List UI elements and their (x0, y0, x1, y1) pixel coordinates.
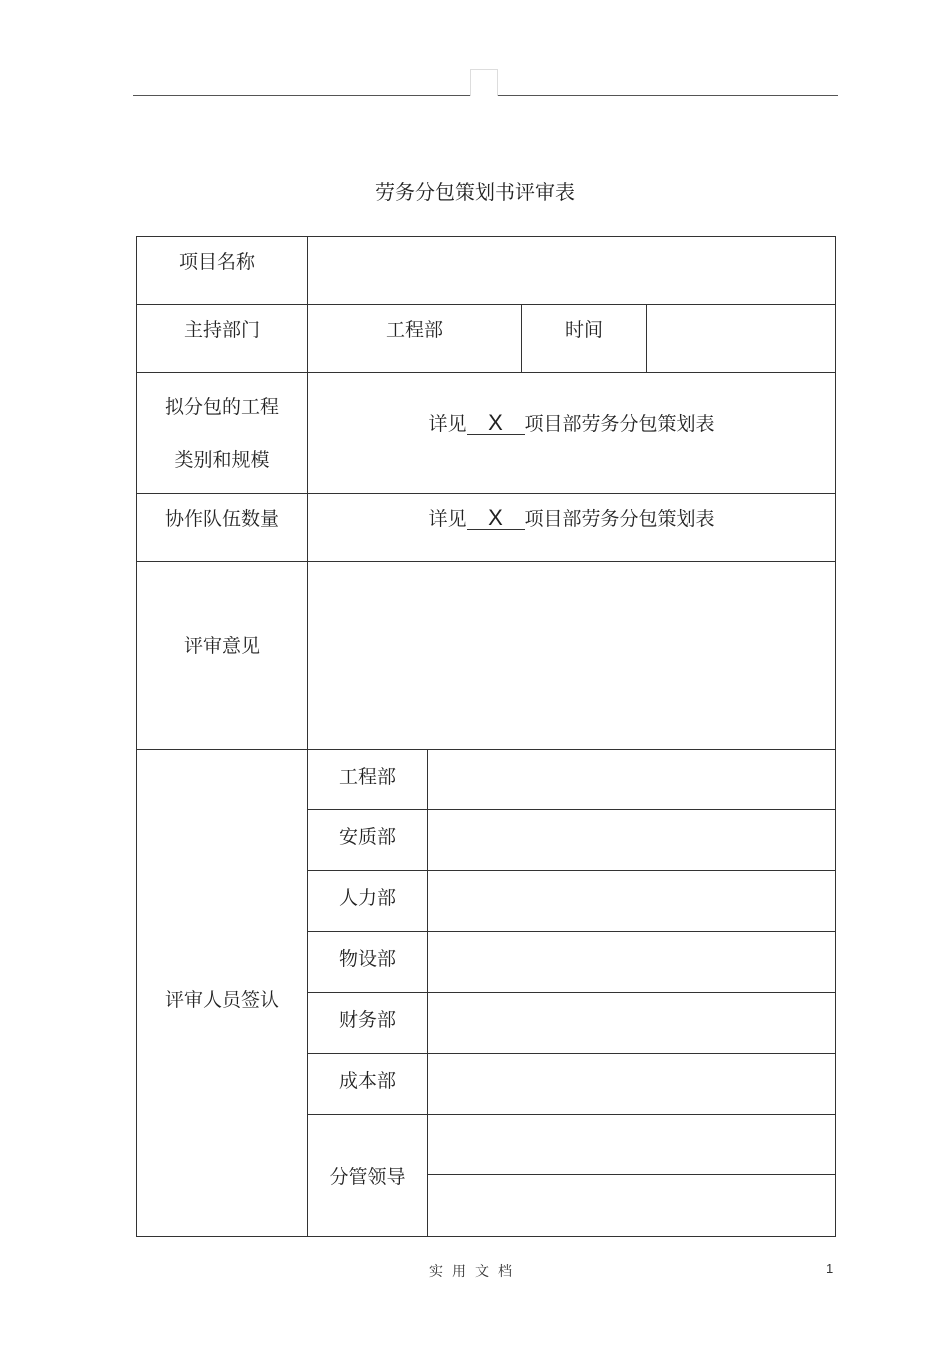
teams-prefix: 详见 (428, 508, 467, 530)
teams-suffix: 项目部劳务分包策划表 (524, 508, 715, 530)
time-label-cell (522, 305, 647, 373)
project-name-label: 项目名称 (179, 251, 256, 273)
teams-label-cell (137, 494, 308, 562)
host-dept-label: 主持部门 (183, 319, 260, 341)
host-dept-value: 工程部 (385, 319, 443, 341)
row-opinion (137, 562, 836, 750)
row-teams (137, 494, 836, 562)
scope-label-cell (137, 373, 308, 494)
review-form-table (136, 236, 836, 1237)
opinion-value[interactable] (308, 562, 836, 750)
signoff-signature-field[interactable] (428, 810, 836, 871)
signoff-signature-field[interactable] (428, 1054, 836, 1115)
signoff-signature-field[interactable] (428, 871, 836, 932)
signoff-dept-label: 财务部 (338, 1009, 396, 1031)
opinion-label-cell (137, 562, 308, 750)
leader-label-cell (308, 1115, 428, 1237)
signoff-dept-label: 人力部 (338, 887, 396, 909)
host-dept-value-cell[interactable] (308, 305, 522, 373)
signoff-dept-cell (308, 1054, 428, 1115)
scope-prefix: 详见 (428, 412, 467, 435)
signoff-dept-label: 工程部 (338, 766, 396, 788)
scope-value-cell (308, 373, 836, 494)
leader-label: 分管领导 (329, 1166, 406, 1188)
time-value[interactable] (647, 305, 836, 373)
signoff-dept-cell (308, 932, 428, 993)
signoff-signature-field[interactable] (428, 993, 836, 1054)
signoff-dept-cell (308, 810, 428, 871)
teams-label: 协作队伍数量 (164, 508, 279, 530)
signoff-signature-field[interactable] (428, 932, 836, 993)
opinion-label: 评审意见 (183, 635, 260, 657)
signoff-dept-cell (308, 750, 428, 810)
project-name-value[interactable] (308, 237, 836, 305)
signoff-label: 评审人员签认 (164, 988, 279, 1011)
row-host-dept (137, 305, 836, 373)
row-signoff-1 (137, 750, 836, 810)
signoff-dept-label: 安质部 (338, 826, 396, 848)
scope-label-line2: 类别和规模 (174, 449, 270, 471)
time-label: 时间 (564, 319, 603, 341)
signoff-dept-cell (308, 993, 428, 1054)
signoff-label-cell (137, 750, 308, 1237)
leader-signature-field[interactable] (428, 1115, 836, 1175)
page-number: 1 (826, 1261, 834, 1276)
leader-signature-field[interactable] (428, 1175, 836, 1237)
signoff-signature-field[interactable] (428, 750, 836, 810)
signoff-dept-label: 物设部 (338, 948, 396, 970)
footer-text: 实用文档 (429, 1264, 521, 1280)
row-project-name (137, 237, 836, 305)
document-title: 劳务分包策划书评审表 (375, 180, 575, 204)
project-name-label-cell (137, 237, 308, 305)
scope-blank[interactable]: X (467, 412, 525, 435)
signoff-dept-cell (308, 871, 428, 932)
header-box (470, 69, 498, 96)
row-scope (137, 373, 836, 494)
teams-blank[interactable]: X (467, 507, 525, 530)
scope-label-line1: 拟分包的工程 (164, 396, 279, 418)
host-dept-label-cell (137, 305, 308, 373)
signoff-dept-label: 成本部 (338, 1070, 396, 1092)
scope-suffix: 项目部劳务分包策划表 (524, 412, 715, 435)
teams-value-cell (308, 494, 836, 562)
